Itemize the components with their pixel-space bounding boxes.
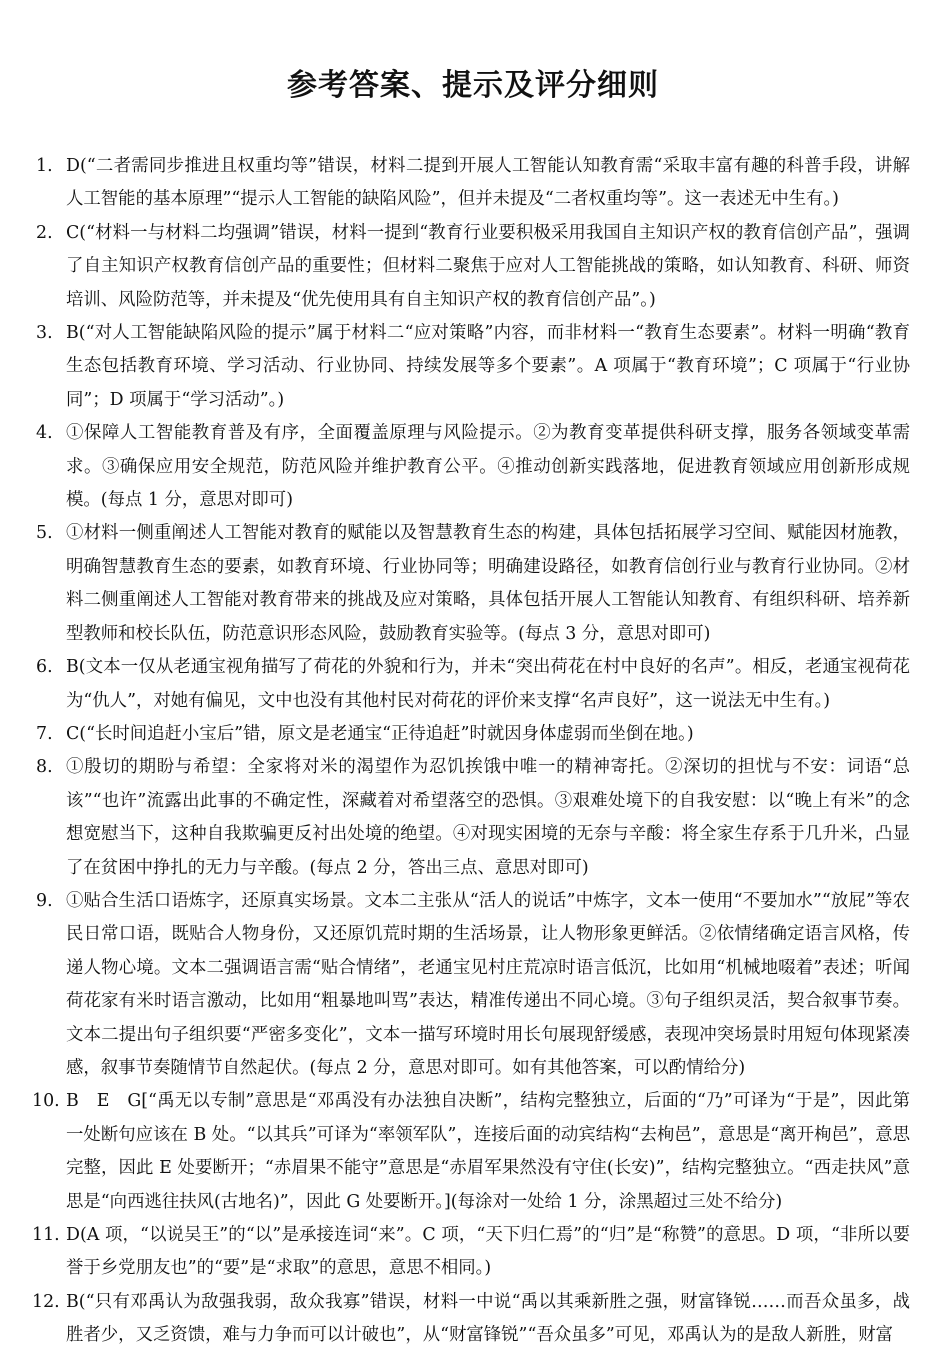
answer-text: ①贴合生活口语炼字，还原真实场景。文本二主张从“活人的说话”中炼字，文本一使用“不要加水”“放屁”等农民日常口语，既贴合人物身份，又还原饥荒时期的生活场景，让人物形象更鲜活。②依情绪确定语言风格，传递人物心境。文本二强调语言需“贴合情绪”，老通宝见村庄荒凉时语言低沉，比如用“机械地啜着”表述；听闻荷花家有米时语言激动，比如用“粗暴地叫骂”表达，精准传递出不同心境。③句子组织灵活，契合叙事节奏。文本二提出句子组织要“严密多变化”，文本一描写环境时用长句展现舒缓感，表现冲突场景时用短句体现紧凑感，叙事节奏随情节自然起伏。(每点 2 分，意思对即可。如有其他答案，可以酌情给分) <box>66 890 910 1078</box>
answer-number: 1. <box>36 156 53 176</box>
answer-item-12 <box>32 1286 910 1353</box>
answer-number: 4. <box>36 423 53 444</box>
answer-text: B E G[“禹无以专制”意思是“邓禹没有办法独自决断”，结构完整独立，后面的“乃”可译为“于是”，因此第一处断句应该在 B 处。“以其兵”可译为“率领军队”，连接后面的动宾结构“去栒邑”，意思是“离开栒邑”，意思完整，因此 E 处要断开；“赤眉果不能守”意思是“赤眉军果然没有守住(长安)”，结构完整独立。“西走扶风”意思是“向西逃往扶风(古地名)”，因此 G 处要断开。](每涂对一处给 1 分，涂黑超过三处不给分) <box>66 1091 910 1212</box>
answer-text: C(“长时间追赶小宝后”错，原文是老通宝“正待追赶”时就因身体虚弱而坐倒在地。) <box>66 723 694 744</box>
answer-text: C(“材料一与材料二均强调”错误，材料一提到“教育行业要积极采用我国自主知识产权的教育信创产品”，强调了自主知识产权教育信创产品的重要性；但材料二聚焦于应对人工智能挑战的策略，如认知教育、科研、师资培训、风险防范等，并未提及“优先使用具有自主知识产权的教育信创产品”。) <box>66 222 910 310</box>
answer-text: B(文本一仅从老通宝视角描写了荷花的外貌和行为，并未“突出荷花在村中良好的名声”。相反，老通宝视荷花为“仇人”，对她有偏见，文中也没有其他村民对荷花的评价来支撑“名声良好”，这一说法无中生有。) <box>66 657 910 711</box>
answer-number: 12. <box>32 1291 60 1312</box>
answer-number: 3. <box>36 323 53 344</box>
answer-text: B(“对人工智能缺陷风险的提示”属于材料二“应对策略”内容，而非材料一“教育生态要素”。材料一明确“教育生态包括教育环境、学习活动、行业协同、持续发展等多个要素”。A 项属于“教育环境”；C 项属于“行业协同”；D 项属于“学习活动”。) <box>66 323 910 410</box>
answer-item-8 <box>36 751 910 885</box>
answer-number: 6. <box>36 657 53 678</box>
answer-item-11 <box>32 1219 910 1286</box>
answer-item-10 <box>32 1085 910 1219</box>
answer-number: 10. <box>32 1091 60 1112</box>
answer-text: ①保障人工智能教育普及有序，全面覆盖原理与风险提示。②为教育变革提供科研支撑，服务各领域变革需求。③确保应用安全规范，防范风险并维护教育公平。④推动创新实践落地，促进教育领域应用创新形成规模。(每点 1 分，意思对即可) <box>66 423 910 511</box>
answer-number: 11. <box>32 1225 60 1245</box>
answer-text: D(“二者需同步推进且权重均等”错误，材料二提到开展人工智能认知教育需“采取丰富有趣的科普手段，讲解人工智能的基本原理”“提示人工智能的缺陷风险”，但并未提及“二者权重均等”。这一表述无中生有。) <box>66 156 910 210</box>
answer-text: D(A 项，“以说吴王”的“以”是承接连词“来”。C 项，“天下归仁焉”的“归”是“称赞”的意思。D 项，“非所以要誉于乡党朋友也”的“要”是“求取”的意思，意思不相同。) <box>66 1225 910 1279</box>
answer-text: ①殷切的期盼与希望：全家将对米的渴望作为忍饥挨饿中唯一的精神寄托。②深切的担忧与不安：词语“总该”“也许”流露出此事的不确定性，深藏着对希望落空的恐惧。③艰难处境下的自我安慰：以“晚上有米”的念想宽慰当下，这种自我欺骗更反衬出处境的绝望。④对现实困境的无奈与辛酸：将全家生存系于几升米，凸显了在贫困中挣扎的无力与辛酸。(每点 2 分，答出三点、意思对即可) <box>66 757 910 878</box>
answer-number: 9. <box>36 890 53 911</box>
answer-item-9 <box>36 885 910 1085</box>
answer-item-2 <box>36 217 910 317</box>
answer-item-5 <box>36 517 910 651</box>
answer-item-3 <box>36 317 910 417</box>
answer-number: 8. <box>36 757 53 778</box>
answer-number: 2. <box>36 222 53 243</box>
answer-number: 5. <box>36 523 53 544</box>
answer-number: 7. <box>36 723 53 744</box>
answer-item-7 <box>36 718 910 751</box>
answer-item-6 <box>36 651 910 718</box>
answer-text: ①材料一侧重阐述人工智能对教育的赋能以及智慧教育生态的构建，具体包括拓展学习空间、赋能因材施教，明确智慧教育生态的要素，如教育环境、行业协同等；明确建设路径，如教育信创行业与教育行业协同。②材料二侧重阐述人工智能对教育带来的挑战及应对策略，具体包括开展人工智能认知教育、有组织科研、培养新型教师和校长队伍，防范意识形态风险，鼓励教育实验等。(每点 3 分，意思对即可) <box>66 523 910 644</box>
answer-item-4 <box>36 417 910 517</box>
answer-item-1 <box>36 150 910 217</box>
answer-text: B(“只有邓禹认为敌强我弱，敌众我寡”错误，材料一中说“禹以其乘新胜之强，财富锋锐……而吾众虽多，战胜者少，又乏资馈，难与力争而可以计破也”，从“财富锋锐”“吾众虽多”可见，邓禹认为的是敌人新胜，财富 <box>66 1291 910 1346</box>
page-title: 参考答案、提示及评分细则 <box>287 68 659 103</box>
